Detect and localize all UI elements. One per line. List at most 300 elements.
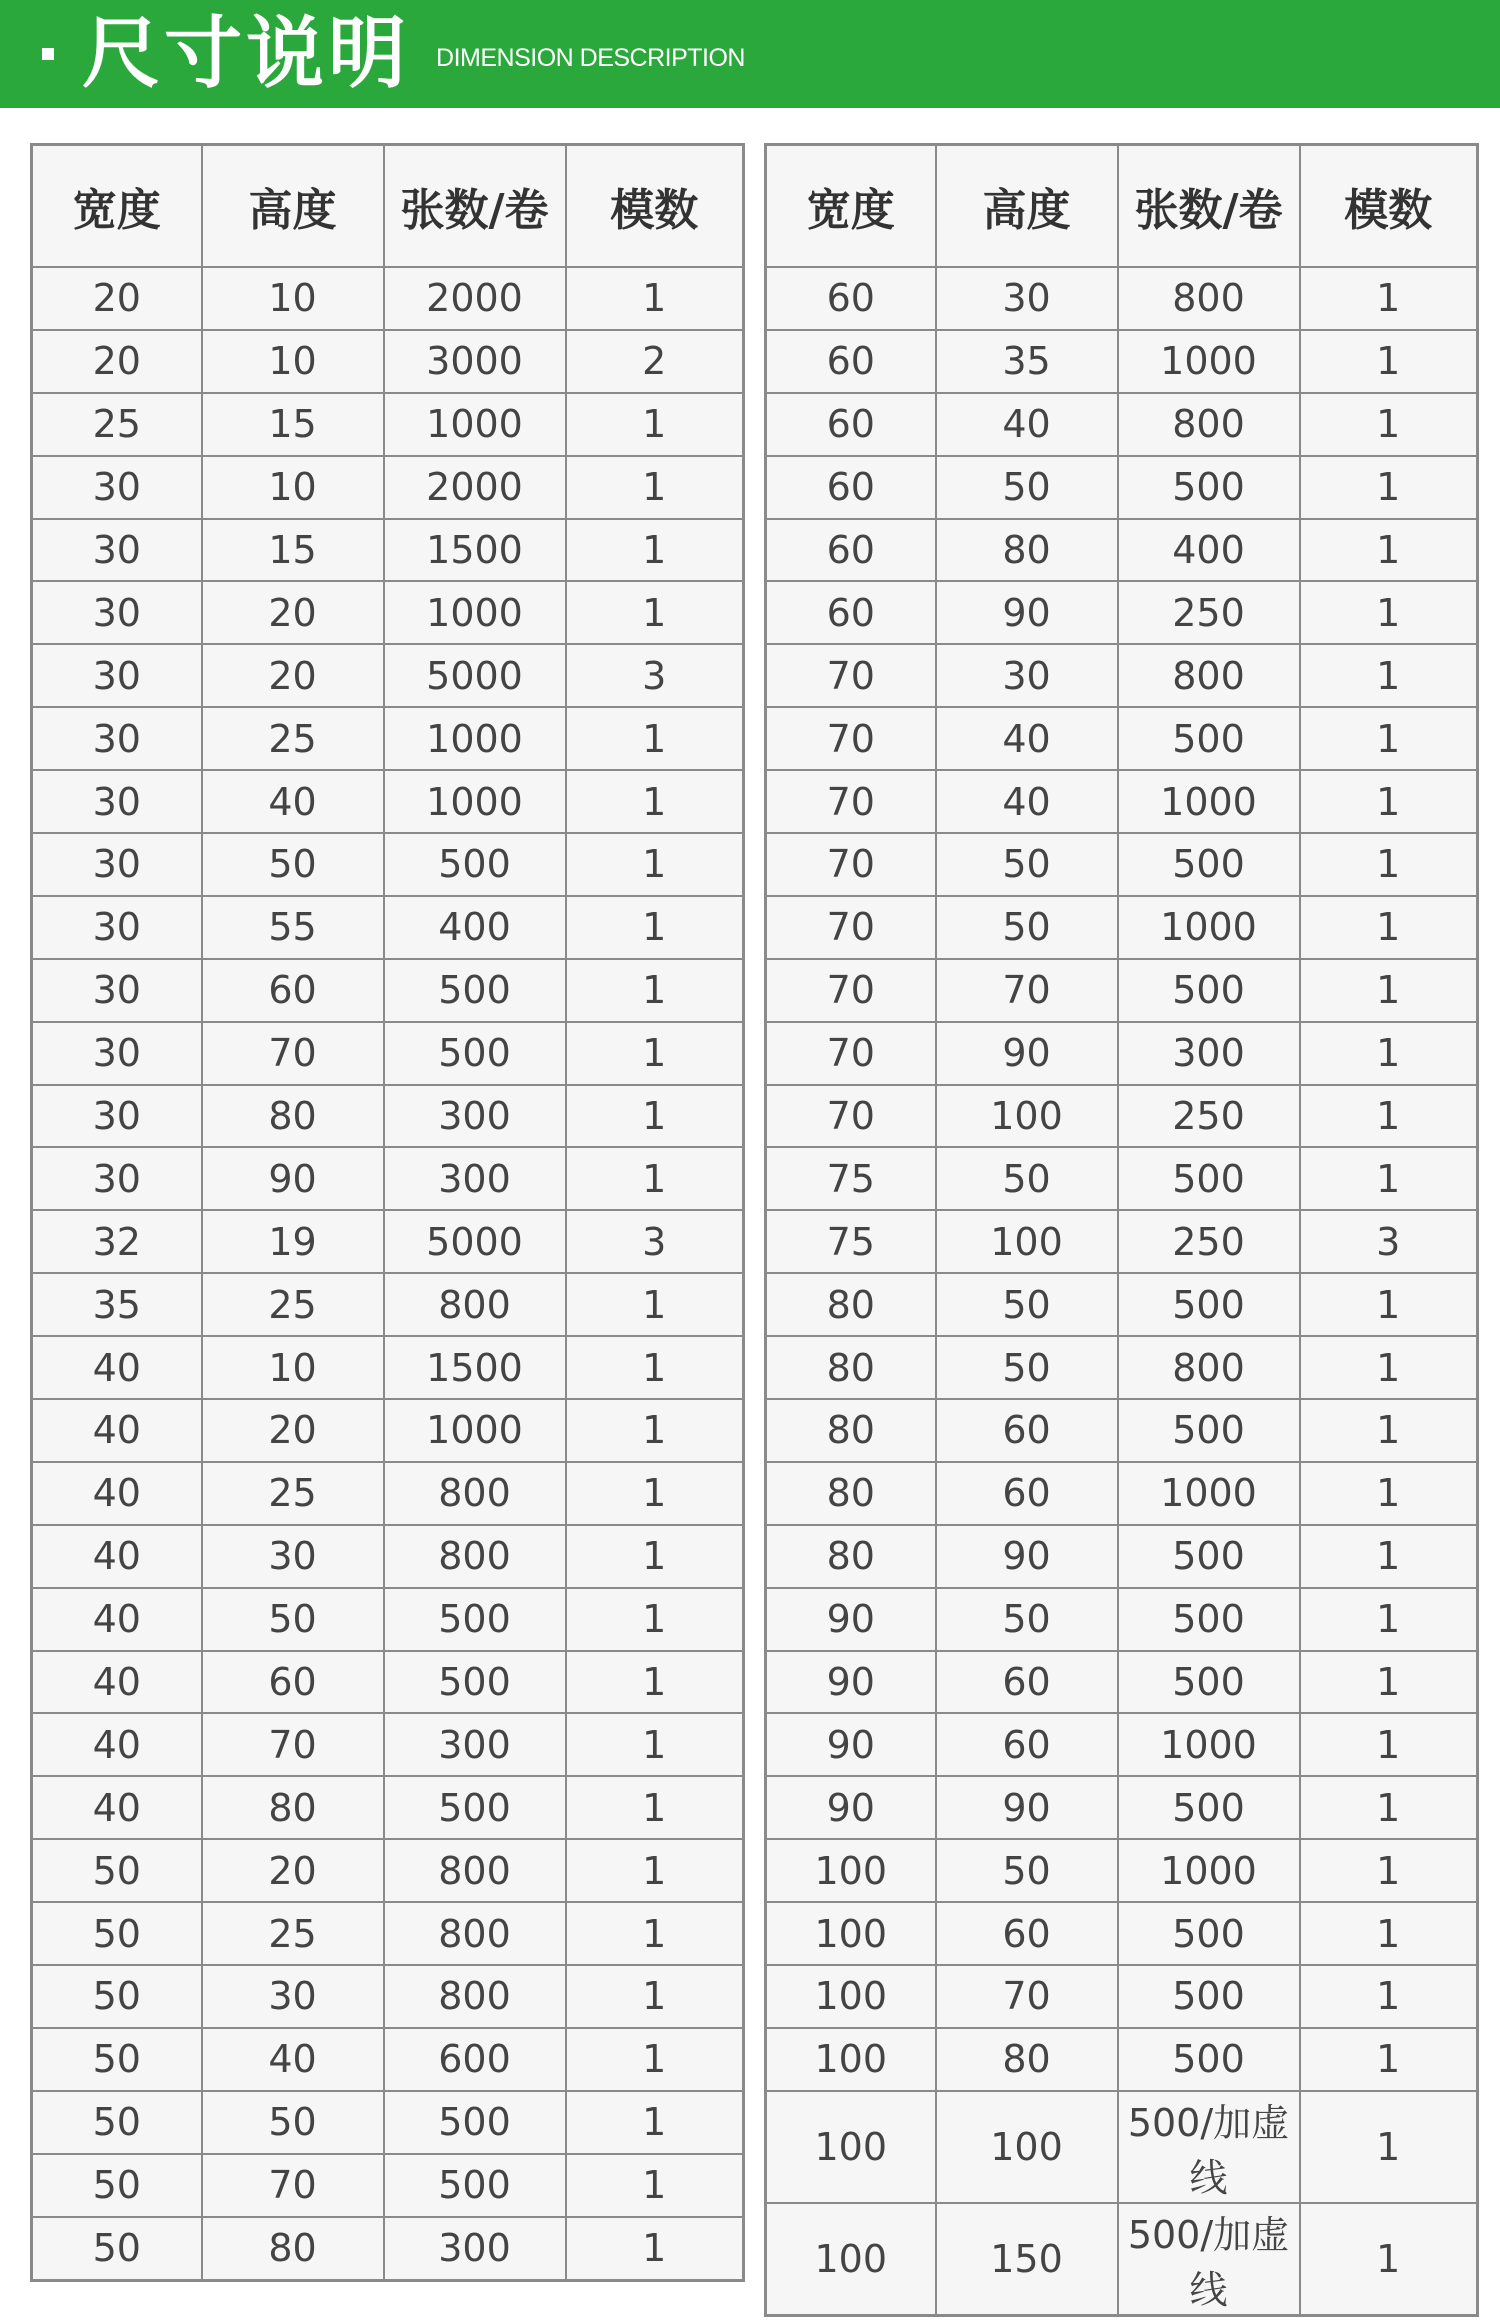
table-cell: 1 — [566, 959, 744, 1022]
table-cell: 1000 — [1118, 330, 1300, 393]
table-row — [766, 1022, 1478, 1085]
table-cell: 500 — [1118, 1965, 1300, 2028]
table-cell: 10 — [202, 330, 384, 393]
table-cell: 50 — [936, 1273, 1118, 1336]
table-cell: 1000 — [384, 770, 566, 833]
table-cell: 500 — [1118, 707, 1300, 770]
table-cell: 800 — [1118, 393, 1300, 456]
table-cell: 500 — [1118, 1776, 1300, 1839]
table-cell: 20 — [202, 1399, 384, 1462]
table-row — [766, 1525, 1478, 1588]
table-cell: 1 — [566, 2028, 744, 2091]
table-cell: 40 — [32, 1588, 202, 1651]
table-cell: 1 — [1300, 707, 1478, 770]
table-cell: 40 — [936, 770, 1118, 833]
table-row — [766, 1776, 1478, 1839]
table-cell: 1 — [566, 2154, 744, 2217]
table-row — [32, 581, 744, 644]
table-cell: 400 — [384, 896, 566, 959]
table-cell: 50 — [936, 1336, 1118, 1399]
table-row — [32, 1399, 744, 1462]
table-cell: 90 — [936, 1022, 1118, 1085]
table-cell: 40 — [32, 1776, 202, 1839]
table-cell: 1 — [566, 1147, 744, 1210]
table-cell: 50 — [936, 456, 1118, 519]
table-cell: 500 — [1118, 1902, 1300, 1965]
table-cell: 70 — [936, 959, 1118, 1022]
table-cell: 50 — [32, 2028, 202, 2091]
table-cell: 500 — [1118, 2028, 1300, 2091]
table-cell: 30 — [32, 1022, 202, 1085]
table-cell: 70 — [766, 770, 936, 833]
table-cell: 1 — [1300, 770, 1478, 833]
table-cell: 1 — [1300, 2091, 1478, 2203]
table-cell: 60 — [202, 1651, 384, 1714]
table-cell: 500 — [384, 1651, 566, 1714]
table-cell: 80 — [202, 1776, 384, 1839]
table-row — [32, 833, 744, 896]
table-row — [32, 2028, 744, 2091]
table-cell: 800 — [384, 1525, 566, 1588]
table-cell: 60 — [766, 456, 936, 519]
table-row — [32, 770, 744, 833]
table-cell: 1000 — [1118, 770, 1300, 833]
table-cell: 30 — [32, 519, 202, 582]
table-cell: 90 — [936, 1525, 1118, 1588]
table-row — [766, 1651, 1478, 1714]
table-cell: 30 — [32, 456, 202, 519]
table-cell: 1 — [1300, 1147, 1478, 1210]
table-cell: 90 — [766, 1713, 936, 1776]
table-cell: 1000 — [384, 707, 566, 770]
table-cell: 1 — [566, 770, 744, 833]
column-header: 模数 — [566, 145, 744, 268]
table-cell: 100 — [766, 1839, 936, 1902]
table-cell: 40 — [202, 770, 384, 833]
table-cell: 1 — [566, 1776, 744, 1839]
table-cell: 500 — [1118, 456, 1300, 519]
table-row — [32, 1525, 744, 1588]
table-cell: 1 — [1300, 456, 1478, 519]
table-cell: 500 — [1118, 1399, 1300, 1462]
table-row — [766, 1273, 1478, 1336]
table-cell: 1 — [566, 2091, 744, 2154]
table-row — [766, 2203, 1478, 2316]
table-row — [32, 644, 744, 707]
dimension-table-right — [764, 143, 1479, 2317]
table-cell: 60 — [202, 959, 384, 1022]
table-cell: 800 — [1118, 1336, 1300, 1399]
table-cell: 60 — [766, 330, 936, 393]
column-header: 模数 — [1300, 145, 1478, 268]
table-cell: 1 — [1300, 1462, 1478, 1525]
table-cell: 1 — [566, 2217, 744, 2280]
table-cell: 25 — [202, 1462, 384, 1525]
column-header: 宽度 — [32, 145, 202, 268]
table-cell: 30 — [936, 267, 1118, 330]
table-cell: 55 — [202, 896, 384, 959]
table-row — [32, 2217, 744, 2280]
table-cell: 30 — [32, 707, 202, 770]
table-row — [32, 393, 744, 456]
table-cell: 3 — [1300, 1210, 1478, 1273]
table-cell: 60 — [936, 1399, 1118, 1462]
table-cell: 5000 — [384, 644, 566, 707]
table-cell: 800 — [384, 1965, 566, 2028]
table-row — [766, 1588, 1478, 1651]
table-cell: 1000 — [1118, 1462, 1300, 1525]
table-cell: 1 — [566, 1336, 744, 1399]
table-row — [766, 959, 1478, 1022]
column-header: 高度 — [202, 145, 384, 268]
table-cell: 60 — [766, 581, 936, 644]
table-cell: 500/加虚线 — [1118, 2091, 1300, 2203]
table-cell: 500 — [1118, 1147, 1300, 1210]
table-cell: 30 — [936, 644, 1118, 707]
table-cell: 15 — [202, 393, 384, 456]
table-cell: 10 — [202, 267, 384, 330]
table-cell: 30 — [32, 959, 202, 1022]
table-cell: 800 — [384, 1273, 566, 1336]
table-row — [32, 267, 744, 330]
table-row — [766, 1902, 1478, 1965]
table-cell: 60 — [936, 1651, 1118, 1714]
section-header — [0, 0, 1500, 108]
table-cell: 800 — [1118, 267, 1300, 330]
table-row — [32, 707, 744, 770]
table-cell: 1 — [566, 707, 744, 770]
table-cell: 1 — [566, 1651, 744, 1714]
table-row — [766, 1147, 1478, 1210]
table-cell: 1 — [566, 1588, 744, 1651]
table-cell: 1 — [1300, 1651, 1478, 1714]
table-cell: 1 — [1300, 393, 1478, 456]
table-cell: 20 — [202, 1839, 384, 1902]
table-row — [766, 2028, 1478, 2091]
table-cell: 100 — [766, 1965, 936, 2028]
table-cell: 500 — [1118, 959, 1300, 1022]
table-cell: 25 — [202, 707, 384, 770]
table-cell: 25 — [202, 1902, 384, 1965]
table-cell: 50 — [936, 896, 1118, 959]
table-cell: 50 — [32, 1839, 202, 1902]
table-row — [32, 959, 744, 1022]
table-cell: 30 — [32, 833, 202, 896]
table-cell: 1 — [1300, 1965, 1478, 2028]
table-row — [32, 519, 744, 582]
table-cell: 1 — [566, 1525, 744, 1588]
table-cell: 1000 — [1118, 1713, 1300, 1776]
column-header: 高度 — [936, 145, 1118, 268]
table-row — [32, 1902, 744, 1965]
table-cell: 3 — [566, 1210, 744, 1273]
table-row — [32, 1273, 744, 1336]
table-cell: 1000 — [1118, 896, 1300, 959]
table-cell: 1 — [1300, 2028, 1478, 2091]
table-cell: 500 — [1118, 1651, 1300, 1714]
table-row — [766, 2091, 1478, 2203]
table-cell: 10 — [202, 1336, 384, 1399]
table-cell: 80 — [766, 1336, 936, 1399]
table-cell: 400 — [1118, 519, 1300, 582]
table-cell: 50 — [32, 1902, 202, 1965]
table-cell: 500/加虚线 — [1118, 2203, 1300, 2316]
table-row — [766, 896, 1478, 959]
table-cell: 100 — [936, 1210, 1118, 1273]
table-cell: 80 — [766, 1462, 936, 1525]
table-cell: 500 — [1118, 1588, 1300, 1651]
table-cell: 800 — [1118, 644, 1300, 707]
table-row — [766, 519, 1478, 582]
table-cell: 60 — [936, 1902, 1118, 1965]
table-cell: 1500 — [384, 1336, 566, 1399]
table-cell: 1 — [1300, 1525, 1478, 1588]
table-cell: 1 — [1300, 1839, 1478, 1902]
table-cell: 250 — [1118, 1210, 1300, 1273]
table-cell: 50 — [32, 2154, 202, 2217]
table-row — [32, 1713, 744, 1776]
table-cell: 40 — [936, 393, 1118, 456]
table-cell: 80 — [936, 2028, 1118, 2091]
table-cell: 2000 — [384, 456, 566, 519]
table-cell: 1 — [1300, 519, 1478, 582]
table-row — [766, 1085, 1478, 1148]
table-row — [32, 1462, 744, 1525]
table-cell: 1 — [566, 267, 744, 330]
table-cell: 600 — [384, 2028, 566, 2091]
table-cell: 500 — [384, 1588, 566, 1651]
table-row — [766, 644, 1478, 707]
table-cell: 1 — [1300, 330, 1478, 393]
table-cell: 50 — [202, 2091, 384, 2154]
table-cell: 20 — [202, 644, 384, 707]
table-row — [32, 330, 744, 393]
table-cell: 1 — [566, 896, 744, 959]
table-row — [32, 2091, 744, 2154]
table-cell: 60 — [936, 1462, 1118, 1525]
table-cell: 32 — [32, 1210, 202, 1273]
column-header: 宽度 — [766, 145, 936, 268]
table-cell: 250 — [1118, 1085, 1300, 1148]
table-cell: 1 — [566, 833, 744, 896]
table-cell: 1 — [1300, 1085, 1478, 1148]
table-cell: 1 — [1300, 267, 1478, 330]
table-cell: 40 — [202, 2028, 384, 2091]
table-cell: 100 — [936, 1085, 1118, 1148]
table-cell: 1 — [566, 393, 744, 456]
table-cell: 2 — [566, 330, 744, 393]
table-cell: 500 — [384, 1776, 566, 1839]
table-cell: 300 — [384, 1085, 566, 1148]
table-row — [32, 1776, 744, 1839]
table-cell: 30 — [202, 1965, 384, 2028]
table-row — [766, 833, 1478, 896]
table-cell: 1 — [1300, 1776, 1478, 1839]
table-cell: 1 — [1300, 959, 1478, 1022]
table-cell: 500 — [384, 1022, 566, 1085]
table-row — [766, 1336, 1478, 1399]
table-cell: 70 — [766, 833, 936, 896]
table-cell: 1 — [1300, 1022, 1478, 1085]
table-cell: 1 — [1300, 1902, 1478, 1965]
table-cell: 60 — [766, 519, 936, 582]
table-cell: 1000 — [1118, 1839, 1300, 1902]
table-cell: 30 — [202, 1525, 384, 1588]
column-header: 张数/卷 — [384, 145, 566, 268]
table-row — [766, 330, 1478, 393]
table-cell: 90 — [766, 1588, 936, 1651]
table-cell: 100 — [766, 2028, 936, 2091]
table-cell: 40 — [32, 1336, 202, 1399]
table-cell: 30 — [32, 581, 202, 644]
table-cell: 1 — [1300, 1399, 1478, 1462]
table-cell: 800 — [384, 1462, 566, 1525]
table-cell: 50 — [32, 2091, 202, 2154]
table-cell: 80 — [766, 1399, 936, 1462]
table-row — [766, 1210, 1478, 1273]
table-cell: 300 — [1118, 1022, 1300, 1085]
table-cell: 300 — [384, 1147, 566, 1210]
table-cell: 40 — [32, 1525, 202, 1588]
table-cell: 1 — [1300, 1273, 1478, 1336]
section-subtitle: DIMENSION DESCRIPTION — [436, 43, 745, 72]
table-cell: 100 — [766, 2091, 936, 2203]
table-cell: 70 — [766, 707, 936, 770]
table-cell: 75 — [766, 1147, 936, 1210]
table-cell: 40 — [32, 1713, 202, 1776]
table-cell: 1 — [566, 1399, 744, 1462]
table-cell: 1 — [1300, 1588, 1478, 1651]
table-cell: 1 — [566, 1022, 744, 1085]
table-cell: 1000 — [384, 393, 566, 456]
table-cell: 800 — [384, 1839, 566, 1902]
table-cell: 80 — [202, 1085, 384, 1148]
table-cell: 20 — [32, 267, 202, 330]
table-cell: 40 — [936, 707, 1118, 770]
table-cell: 50 — [202, 1588, 384, 1651]
table-cell: 5000 — [384, 1210, 566, 1273]
table-cell: 300 — [384, 1713, 566, 1776]
table-row — [32, 1336, 744, 1399]
table-cell: 1 — [566, 1902, 744, 1965]
table-cell: 1000 — [384, 581, 566, 644]
table-cell: 500 — [384, 2154, 566, 2217]
table-cell: 1 — [1300, 644, 1478, 707]
table-cell: 100 — [766, 2203, 936, 2316]
table-cell: 60 — [766, 393, 936, 456]
table-cell: 1 — [566, 1085, 744, 1148]
table-cell: 50 — [936, 1839, 1118, 1902]
table-row — [32, 1085, 744, 1148]
table-cell: 80 — [766, 1525, 936, 1588]
table-cell: 50 — [32, 2217, 202, 2280]
table-cell: 90 — [766, 1776, 936, 1839]
table-row — [32, 1147, 744, 1210]
table-row — [766, 267, 1478, 330]
table-cell: 500 — [1118, 1273, 1300, 1336]
table-row — [766, 1839, 1478, 1902]
table-row — [32, 1210, 744, 1273]
table-row — [766, 581, 1478, 644]
table-cell: 1 — [566, 1839, 744, 1902]
section-title: 尺寸说明 — [82, 9, 411, 99]
table-row — [766, 456, 1478, 519]
table-row — [32, 1965, 744, 2028]
table-cell: 90 — [766, 1651, 936, 1714]
table-cell: 20 — [32, 330, 202, 393]
table-cell: 30 — [32, 1147, 202, 1210]
table-row — [32, 1651, 744, 1714]
table-cell: 800 — [384, 1902, 566, 1965]
table-cell: 1 — [566, 519, 744, 582]
table-cell: 30 — [32, 896, 202, 959]
table-cell: 1 — [566, 581, 744, 644]
table-cell: 35 — [32, 1273, 202, 1336]
table-cell: 60 — [936, 1713, 1118, 1776]
table-cell: 1 — [566, 1713, 744, 1776]
table-cell: 30 — [32, 770, 202, 833]
table-cell: 500 — [384, 2091, 566, 2154]
table-cell: 1 — [566, 1462, 744, 1525]
column-header: 张数/卷 — [1118, 145, 1300, 268]
table-cell: 90 — [936, 1776, 1118, 1839]
table-row — [766, 1399, 1478, 1462]
table-row — [766, 1965, 1478, 2028]
table-cell: 10 — [202, 456, 384, 519]
table-cell: 15 — [202, 519, 384, 582]
table-cell: 70 — [766, 1085, 936, 1148]
table-cell: 1500 — [384, 519, 566, 582]
table-cell: 40 — [32, 1651, 202, 1714]
table-cell: 1 — [566, 456, 744, 519]
table-cell: 30 — [32, 644, 202, 707]
dimension-table-left — [30, 143, 745, 2282]
table-cell: 50 — [936, 1147, 1118, 1210]
table-cell: 20 — [202, 581, 384, 644]
table-cell: 1 — [1300, 1336, 1478, 1399]
table-cell: 80 — [936, 519, 1118, 582]
table-cell: 70 — [202, 2154, 384, 2217]
table-cell: 75 — [766, 1210, 936, 1273]
table-cell: 80 — [202, 2217, 384, 2280]
table-cell: 35 — [936, 330, 1118, 393]
table-cell: 70 — [766, 1022, 936, 1085]
table-cell: 70 — [766, 644, 936, 707]
table-cell: 300 — [384, 2217, 566, 2280]
table-cell: 500 — [384, 833, 566, 896]
table-cell: 80 — [766, 1273, 936, 1336]
table-cell: 40 — [32, 1399, 202, 1462]
table-cell: 500 — [1118, 1525, 1300, 1588]
table-row — [32, 1022, 744, 1085]
table-cell: 70 — [766, 959, 936, 1022]
table-cell: 3 — [566, 644, 744, 707]
table-cell: 70 — [766, 896, 936, 959]
table-cell: 40 — [32, 1462, 202, 1525]
table-cell: 1 — [1300, 581, 1478, 644]
table-cell: 25 — [202, 1273, 384, 1336]
table-cell: 70 — [936, 1965, 1118, 2028]
table-row — [766, 1713, 1478, 1776]
table-cell: 100 — [936, 2091, 1118, 2203]
table-row — [32, 2154, 744, 2217]
bullet-icon — [42, 48, 54, 60]
table-cell: 70 — [202, 1713, 384, 1776]
table-row — [766, 770, 1478, 833]
table-row — [32, 456, 744, 519]
table-cell: 150 — [936, 2203, 1118, 2316]
table-cell: 500 — [384, 959, 566, 1022]
